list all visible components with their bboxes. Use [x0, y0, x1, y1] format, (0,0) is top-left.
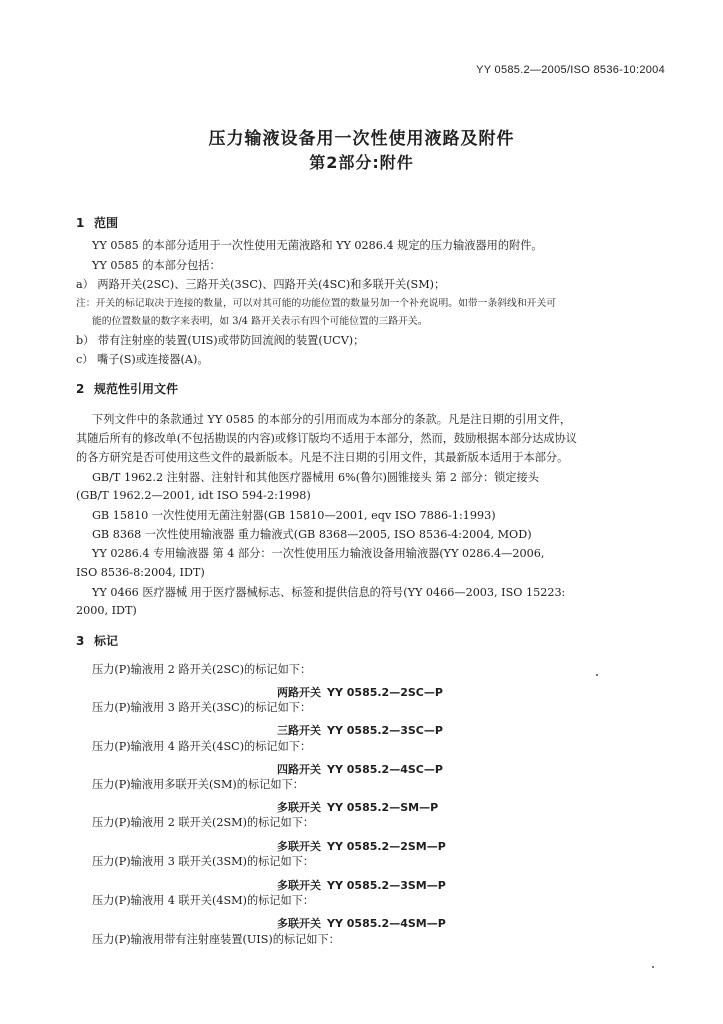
marking-code [277, 877, 446, 893]
marking-code-value: YY 0585.2—4SM—P [327, 917, 446, 930]
section-number: 3 [76, 634, 85, 648]
marking-code [277, 838, 446, 854]
scan-speck [596, 674, 598, 676]
marking-description: 压力(P)输液用多联开关(SM)的标记如下： [92, 778, 304, 791]
marking-description: 压力(P)输液用 2 路开关(2SC)的标记如下： [92, 663, 312, 676]
marking-description: 压力(P)输液用带有注射座装置(UIS)的标记如下： [92, 933, 340, 946]
list-item-c: c） 嘴子(S)或连接器(A)。 [76, 353, 209, 366]
marking-code-value: YY 0585.2—2SC—P [327, 686, 443, 699]
marking-code-name: 多联开关 [277, 879, 321, 892]
section-title: 标记 [94, 634, 119, 648]
references-paragraph: 的各方研究是否可使用这些文件的最新版本。凡是不注日期的引用文件，其最新版本适用于本部分。 [76, 451, 569, 464]
marking-code [277, 799, 438, 815]
reference-entry: GB 15810 一次性使用无菌注射器(GB 15810—2001, eqv ISO 7886-1:1993) [92, 509, 496, 522]
marking-code-value: YY 0585.2—SM—P [327, 801, 439, 814]
reference-entry: (GB/T 1962.2—2001, idt ISO 594-2:1998) [76, 489, 311, 502]
marking-code-name: 两路开关 [277, 686, 321, 699]
document-subtitle: 第2部分:附件 [309, 153, 414, 172]
reference-entry: 2000, IDT) [76, 604, 137, 617]
section-number: 1 [76, 216, 85, 230]
section-title: 范围 [94, 216, 119, 230]
section-2-heading [76, 380, 178, 397]
reference-entry: GB 8368 一次性使用输液器 重力输液式(GB 8368—2005, ISO 8536-4:2004, MOD) [92, 528, 532, 541]
marking-code [277, 722, 443, 738]
marking-code-name: 多联开关 [277, 840, 321, 853]
marking-code-name: 多联开关 [277, 917, 321, 930]
marking-code-name: 四路开关 [277, 763, 321, 776]
marking-code [277, 761, 443, 777]
marking-code-name: 多联开关 [277, 801, 321, 814]
marking-code-value: YY 0585.2—2SM—P [327, 840, 446, 853]
marking-description: 压力(P)输液用 2 联开关(2SM)的标记如下： [92, 816, 315, 829]
marking-code-value: YY 0585.2—4SC—P [327, 763, 443, 776]
note-line: 注：开关的标记取决于连接的数量，可以对其可能的功能位置的数量另加一个补充说明。如带一条斜线和开关可 [76, 298, 557, 309]
marking-code-name: 三路开关 [277, 724, 321, 737]
references-paragraph: 下列文件中的条款通过 YY 0585 的本部分的引用而成为本部分的条款。凡是注日期的引用文件， [92, 413, 572, 426]
scope-paragraph: YY 0585 的本部分适用于一次性使用无菌液路和 YY 0286.4 规定的压力输液器用的附件。 [92, 239, 543, 252]
scan-speck [652, 966, 654, 968]
section-1-heading [76, 214, 118, 231]
section-number: 2 [76, 382, 85, 396]
marking-description: 压力(P)输液用 3 路开关(3SC)的标记如下： [92, 701, 312, 714]
document-title: 压力输液设备用一次性使用液路及附件 [208, 129, 515, 149]
section-title: 规范性引用文件 [94, 382, 179, 396]
list-item-b: b） 带有注射座的装置(UIS)或带防回流阀的装置(UCV)； [76, 334, 365, 347]
marking-description: 压力(P)输液用 4 路开关(4SC)的标记如下： [92, 740, 312, 753]
marking-code-value: YY 0585.2—3SM—P [327, 879, 446, 892]
section-3-heading [76, 632, 118, 649]
list-item-a: a） 两路开关(2SC)、三路开关(3SC)、四路开关(4SC)和多联开关(SM)； [76, 278, 446, 291]
references-paragraph: 其随后所有的修改单(不包括勘误的内容)或修订版均不适用于本部分，然而，鼓励根据本部分达成协议 [76, 432, 577, 445]
reference-entry: GB/T 1962.2 注射器、注射针和其他医疗器械用 6%(鲁尔)圆锥接头 第 2 部分：锁定接头 [92, 471, 539, 484]
marking-code [277, 915, 446, 931]
standard-number-header: YY 0585.2—2005/ISO 8536-10:2004 [476, 64, 665, 76]
marking-description: 压力(P)输液用 3 联开关(3SM)的标记如下： [92, 855, 315, 868]
reference-entry: ISO 8536-8:2004, IDT) [76, 566, 205, 579]
marking-code [277, 684, 443, 700]
marking-description: 压力(P)输液用 4 联开关(4SM)的标记如下： [92, 894, 315, 907]
reference-entry: YY 0286.4 专用输液器 第 4 部分：一次性使用压力输液设备用输液器(YY 0286.4—2006, [92, 547, 545, 560]
scope-paragraph: YY 0585 的本部分包括： [92, 259, 221, 272]
marking-code-value: YY 0585.2—3SC—P [327, 724, 443, 737]
reference-entry: YY 0466 医疗器械 用于医疗器械标志、标签和提供信息的符号(YY 0466—2003, ISO 15223: [92, 586, 566, 599]
note-line: 能的位置数量的数字来表明，如 3/4 路开关表示有四个可能位置的三路开关。 [92, 316, 428, 327]
